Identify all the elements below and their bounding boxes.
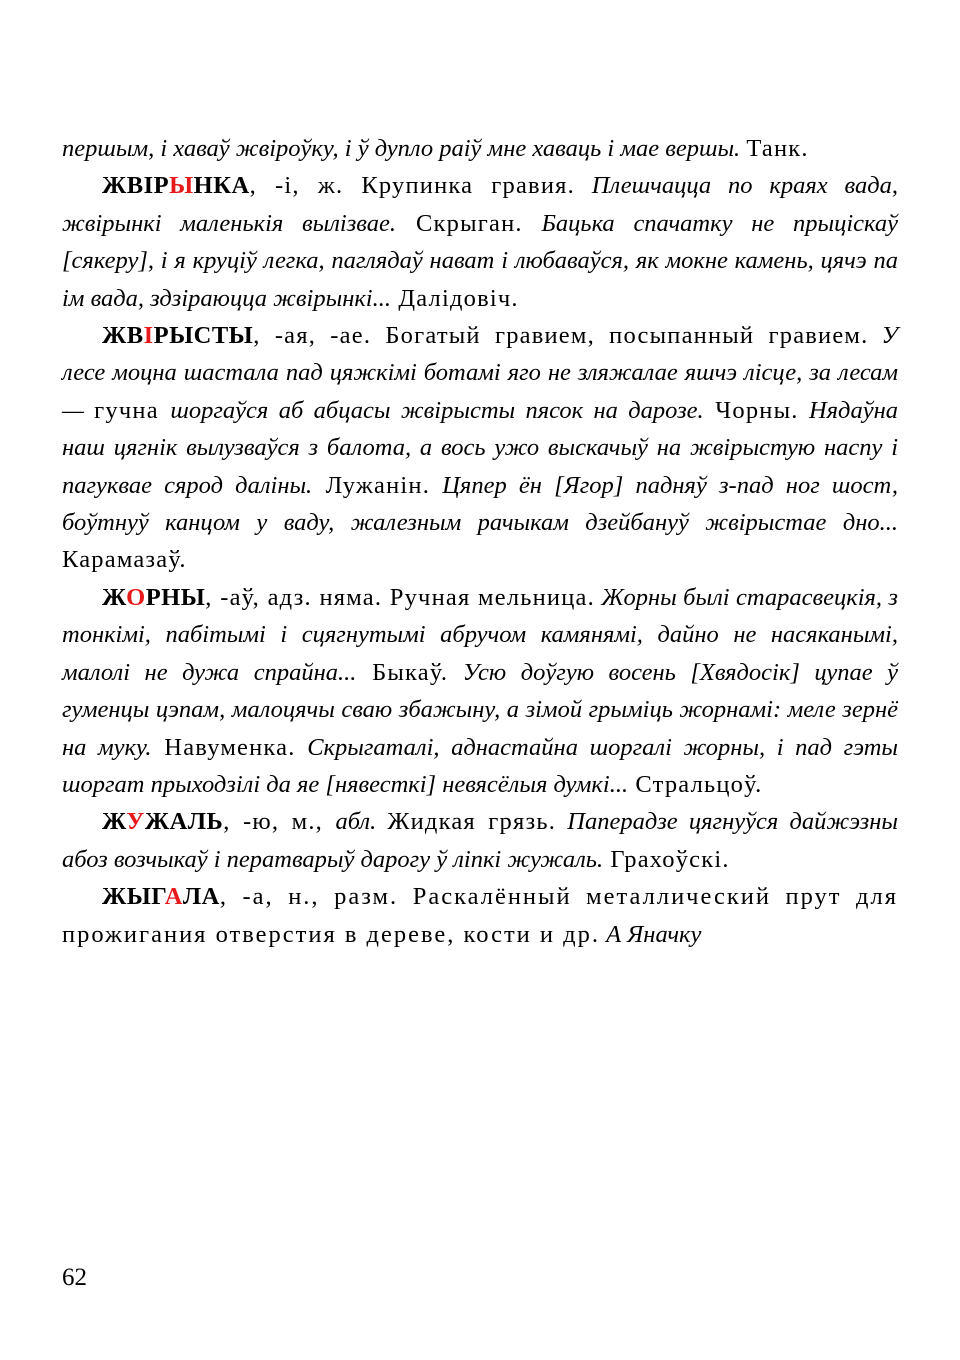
headword-zhuzhal-part1: Ж xyxy=(102,808,127,836)
quote-zhuzhal-1: Паперадзе цягнуўся дайжэзны абоз возчыкаў і ператварыў дарогу ў ліпкі жужаль. xyxy=(62,808,898,873)
quote-zhvyrysty-1-roman: гучна xyxy=(94,396,171,424)
source-zhvyrynka-2: Далідовіч. xyxy=(391,284,519,312)
quote-zhygala-1: А Яначку xyxy=(599,920,702,948)
quote-zhvyrynka-1: Плешчацца по краях вада, жвірынкі маленькія вылізвае. xyxy=(62,172,898,237)
headword-zhygala-part1: ЖЫГ xyxy=(102,883,165,911)
headword-zhvyrynka-highlight: Ы xyxy=(169,172,194,200)
source-zhorny-2: Навуменка. xyxy=(151,733,296,761)
source-zhvyrysty-3: Карамазаў. xyxy=(62,546,187,574)
headword-zhvyrysty-part1: ЖВ xyxy=(102,322,144,350)
source-zhorny-1: Быкаў. xyxy=(356,658,449,686)
headword-zhorny-part2: РНЫ xyxy=(145,583,206,611)
headword-zhygala-part2: ЛА xyxy=(182,883,220,911)
grammar-zhuzhal-italic: абл. xyxy=(335,808,388,836)
text-column xyxy=(62,130,898,953)
continuation-text: першым, і хаваў жвіроўку, і ў дупло раіў мне хаваць і мае вершы. xyxy=(62,135,741,162)
entry-zhorny xyxy=(62,579,898,803)
headword-zhuzhal-part2: ЖАЛЬ xyxy=(144,808,224,836)
entry-zhvyrynka xyxy=(62,167,898,317)
definition-zhuzhal: Жидкая грязь. xyxy=(387,808,557,836)
grammar-zhvyrynka: , -і, ж. xyxy=(249,172,362,200)
source-zhvyrysty-2: Лужанін. xyxy=(312,471,431,499)
source-zhuzhal-1: Грахоўскі. xyxy=(603,845,730,873)
entry-zhuzhal xyxy=(62,803,898,878)
headword-zhorny-highlight: О xyxy=(126,583,146,611)
grammar-zhygala: , -а, н., разм. xyxy=(219,883,413,911)
definition-zhvyrysty: Богатый гравием, посыпанный гравием. xyxy=(385,322,869,350)
source-zhorny-3: Стральцоў. xyxy=(628,770,763,798)
quote-zhorny-2: Усю доўгую восень [Хвядосік] цупае ў гуменцы цэпам, малоцячы сваю збажыну, а зімой грыміць жорнамі: меле зернё на муку. xyxy=(62,658,898,761)
headword-zhvyrysty-highlight: І xyxy=(143,322,154,350)
quote-zhvyrysty-2: Нядаўна наш цягнік вылузваўся з балота, а вось ужо выскачыў на жвірыстую наспу і пагуквае сярод даліны. xyxy=(62,396,898,499)
entry-zhygala xyxy=(62,878,898,953)
grammar-zhorny: , -аў, адз. няма. xyxy=(205,583,390,611)
definition-zhorny: Ручная мельница. xyxy=(389,583,595,611)
quote-zhorny-1: Жорны былі старасвецкія, з тонкімі, пабітымі і сцягнутымі абручом камянямі, дайно не насяканымі, малолі не дужа спрайна... xyxy=(62,583,898,686)
grammar-zhuzhal: , -ю, м., xyxy=(223,808,336,836)
definition-zhvyrynka: Крупинка гравия. xyxy=(361,172,575,200)
quote-zhorny-3: Скрыгаталі, аднастайна шоргалі жорны, і пад гэты шоргат прыходзілі да яе [нявесткі] невясёлыя думкі... xyxy=(62,733,898,798)
quote-zhvyrynka-2: Бацька спачатку не прыціскаў [сякеру], і я круціў легка, паглядаў нават і любаваўся, як мокне камень, цячэ па ім вада, здзіраюцца жвірынкі... xyxy=(62,209,898,312)
source-zhvyrynka-1: Скрыган. xyxy=(396,209,523,237)
headword-zhuzhal-highlight: У xyxy=(126,808,145,836)
page-number: 62 xyxy=(62,1264,87,1291)
quote-zhvyrysty-3: Цяпер ён [Ягор] падняў з-пад ног шост, боўтнуў канцом у ваду, жалезным рачыкам дзейбануў жвірыстае дно... xyxy=(62,471,898,537)
headword-zhvyrynka-part2: НКА xyxy=(193,172,250,200)
headword-zhygala-highlight: А xyxy=(164,883,183,911)
quote-zhvyrysty-1b: шоргаўся аб абцасы жвірысты пясок на дарозе. xyxy=(170,396,704,424)
grammar-zhvyrysty: , -ая, -ае. xyxy=(253,322,386,350)
source-zhvyrysty-1: Чорны. xyxy=(703,396,799,424)
paragraph-continuation xyxy=(62,130,898,167)
definition-zhygala: Раскалённый металлический прут для прожигания отверстия в дереве, кости и др. xyxy=(62,883,898,948)
headword-zhvyrysty-part2: РЫСТЫ xyxy=(153,322,254,350)
entry-zhvyrysty xyxy=(62,317,898,579)
continuation-attribution: Танк. xyxy=(746,135,809,162)
headword-zhvyrynka-part1: ЖВІР xyxy=(102,172,170,200)
headword-zhorny-part1: Ж xyxy=(102,583,127,611)
quote-zhvyrysty-1a: У лесе моцна шастала пад цяжкімі ботамі яго не зляжалае яшчэ лісце, за лесам — xyxy=(62,322,898,424)
